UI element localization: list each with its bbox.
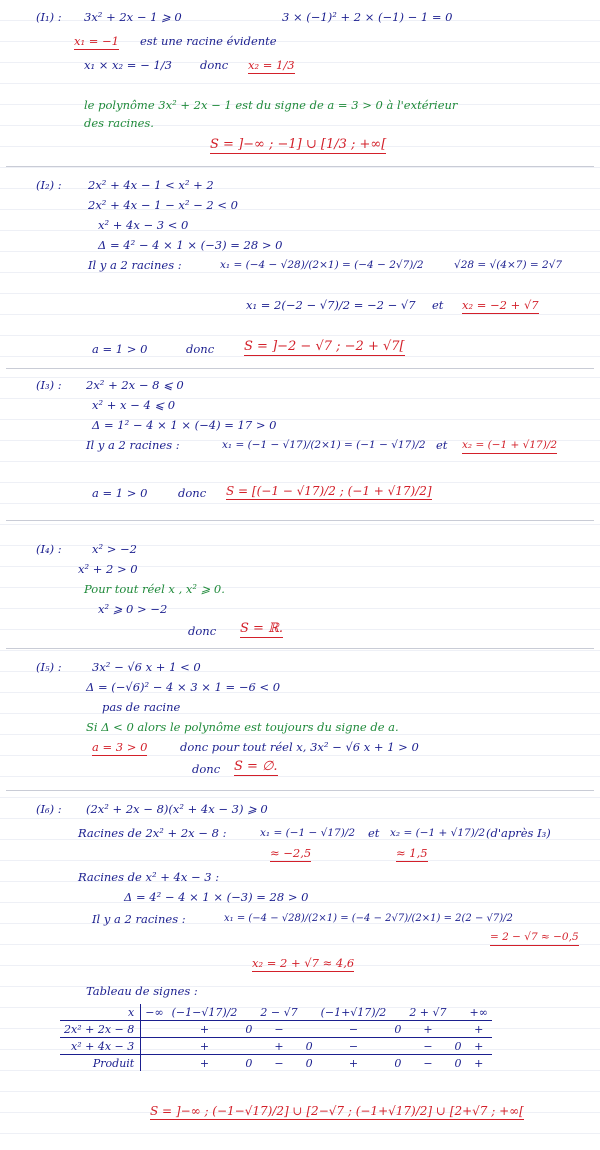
i6-label: (I₆) :	[36, 802, 62, 816]
i6-et: et	[368, 826, 380, 840]
i5-label: (I₅) :	[36, 660, 62, 674]
i3-root2: x₂ = (−1 + √17)/2	[462, 438, 557, 454]
i2-solution: S = ]−2 − √7 ; −2 + √7[	[244, 339, 405, 354]
i6-line1: (2x² + 2x − 8)(x² + 4x − 3) ⩾ 0	[86, 802, 268, 816]
i6-root1: x₁ = (−4 − √28)/(2×1) = (−4 − 2√7)/(2×1) = 2(2 − √7)/2	[224, 913, 513, 924]
table-header-row	[60, 1004, 492, 1021]
i4-donc: donc	[188, 624, 217, 638]
i3-roots-intro: Il y a 2 racines :	[86, 438, 180, 452]
i3-label: (I₃) :	[36, 378, 62, 392]
table-cell: −	[274, 1056, 284, 1070]
table-header-cell: (−1+√17)/2	[317, 1004, 391, 1021]
i6-roots2-intro: Racines de x² + 4x − 3 :	[78, 870, 220, 884]
table-row	[60, 1021, 492, 1038]
i5-a-positive: a = 3 > 0	[92, 740, 148, 754]
i2-a-positive: a = 1 > 0	[92, 342, 148, 356]
table-header-cell: (−1−√17)/2	[168, 1004, 242, 1021]
table-cell: +	[199, 1056, 210, 1070]
i1-sentence2: des racines.	[84, 116, 154, 130]
table-cell	[451, 1021, 466, 1038]
table-row-label: x² + 4x − 3	[60, 1038, 141, 1055]
table-cell: +	[405, 1021, 450, 1038]
table-header-cell	[390, 1004, 405, 1021]
i3-root1: x₁ = (−1 − √17)/(2×1) = (−1 − √17)/2	[222, 439, 426, 451]
table-header-cell: 2 + √7	[405, 1004, 450, 1021]
table-header-cell: −∞	[141, 1004, 168, 1021]
i6-root2: x₂ = 2 + √7 ≈ 4,6	[252, 956, 355, 970]
i4-line3: Pour tout réel x , x² ⩾ 0.	[84, 582, 225, 596]
table-cell: +	[168, 1038, 242, 1055]
i3-delta: Δ = 1² − 4 × 1 × (−4) = 17 > 0	[92, 418, 277, 432]
i2-root2: x₂ = −2 + √7	[462, 298, 539, 312]
i1-root1-text: est une racine évidente	[140, 34, 277, 48]
i3-solution: S = [(−1 − √17)/2 ; (−1 + √17)/2]	[226, 484, 432, 498]
table-cell: 0	[302, 1038, 317, 1055]
i2-line2: 2x² + 4x − 1 − x² − 2 < 0	[88, 198, 238, 212]
i1-inequality: 3x² + 2x − 1 ⩾ 0	[84, 10, 182, 24]
i1-solution: S = ]−∞ ; −1] ∪ [1/3 ; +∞[	[210, 137, 387, 152]
table-header-cell: +∞	[466, 1004, 492, 1021]
i2-sqrt-note: √28 = √(4×7) = 2√7	[454, 259, 563, 271]
i5-solution: S = ∅.	[234, 759, 278, 774]
table-cell	[141, 1021, 168, 1038]
i4-label: (I₄) :	[36, 542, 62, 556]
i6-reference: (d'après I₃)	[486, 826, 551, 840]
i2-line1: 2x² + 4x − 1 < x² + 2	[88, 178, 214, 192]
i2-et: et	[432, 298, 444, 312]
i5-delta: Δ = (−√6)² − 4 × 3 × 1 = −6 < 0	[86, 680, 281, 694]
i6-approx2: ≈ 1,5	[396, 846, 428, 860]
i1-root2: x₂ = 1/3	[248, 58, 295, 72]
i1-label: (I₁) :	[36, 10, 62, 24]
table-cell: −	[256, 1021, 301, 1038]
table-cell: −	[317, 1021, 391, 1038]
table-row	[60, 1055, 492, 1072]
table-cell: +	[168, 1021, 242, 1038]
i3-line1: 2x² + 2x − 8 ⩽ 0	[86, 378, 184, 392]
i2-root1-simplified: x₁ = 2(−2 − √7)/2 = −2 − √7	[246, 298, 416, 312]
table-cell: 0	[305, 1056, 313, 1070]
separator	[6, 790, 594, 791]
i6-solution: S = ]−∞ ; (−1−√17)/2] ∪ [2−√7 ; (−1+√17)/2] ∪ [2+√7 ; +∞[	[150, 1104, 524, 1118]
i6-roots-intro: Il y a 2 racines :	[92, 912, 186, 926]
table-cell	[241, 1038, 256, 1055]
table-cell	[141, 1055, 168, 1072]
table-cell: +	[256, 1038, 301, 1055]
table-cell: −	[405, 1038, 450, 1055]
sign-table	[60, 1004, 492, 1071]
i5-rule: Si Δ < 0 alors le polynôme est toujours du signe de a.	[86, 720, 399, 734]
i1-product: x₁ × x₂ = − 1/3	[84, 58, 172, 72]
i1-donc: donc	[200, 58, 229, 72]
i4-line2: x² + 2 > 0	[78, 562, 138, 576]
table-cell: 0	[245, 1056, 253, 1070]
table-cell	[141, 1038, 168, 1055]
table-header-cell	[241, 1004, 256, 1021]
table-cell: 0	[394, 1056, 402, 1070]
i5-donc: donc	[192, 762, 221, 776]
table-row-label: Produit	[60, 1055, 141, 1072]
i1-sentence1: le polynôme 3x² + 2x − 1 est du signe de a = 3 > 0 à l'extérieur	[84, 98, 458, 112]
table-cell: +	[474, 1056, 484, 1070]
separator	[6, 648, 594, 649]
i6-roots1-intro: Racines de 2x² + 2x − 8 :	[78, 826, 227, 840]
separator	[6, 520, 594, 521]
table-cell: 0	[390, 1021, 405, 1038]
table-cell: +	[466, 1038, 492, 1055]
table-cell: 0	[451, 1038, 466, 1055]
table-cell	[302, 1021, 317, 1038]
i2-roots-intro: Il y a 2 racines :	[88, 258, 182, 272]
table-header-cell	[302, 1004, 317, 1021]
i2-line3: x² + 4x − 3 < 0	[98, 218, 189, 232]
table-cell: −	[423, 1056, 433, 1070]
i6-approx1: ≈ −2,5	[270, 846, 312, 860]
i3-line2: x² + x − 4 ⩽ 0	[92, 398, 176, 412]
i2-label: (I₂) :	[36, 178, 62, 192]
table-row-label: 2x² + 2x − 8	[60, 1021, 141, 1038]
table-cell: 0	[241, 1021, 256, 1038]
separator	[6, 166, 594, 167]
i5-no-root: pas de racine	[102, 700, 181, 714]
i4-solution: S = ℝ.	[240, 621, 283, 636]
table-cell: +	[466, 1021, 492, 1038]
table-row	[60, 1038, 492, 1055]
i6-table-title: Tableau de signes :	[86, 984, 198, 998]
i4-line1: x² > −2	[92, 542, 137, 556]
i2-root1: x₁ = (−4 − √28)/(2×1) = (−4 − 2√7)/2	[220, 259, 424, 271]
i6-delta: Δ = 4² − 4 × 1 × (−3) = 28 > 0	[124, 890, 309, 904]
table-cell: +	[348, 1056, 359, 1070]
table-cell: 0	[454, 1056, 462, 1070]
table-header-cell: 2 − √7	[256, 1004, 301, 1021]
i5-line1: 3x² − √6 x + 1 < 0	[92, 660, 201, 674]
i3-a-positive: a = 1 > 0	[92, 486, 148, 500]
i4-line4: x² ⩾ 0 > −2	[98, 602, 168, 616]
i5-conclusion: donc pour tout réel x, 3x² − √6 x + 1 > 0	[180, 740, 419, 754]
i3-et: et	[436, 438, 448, 452]
i6-roots1b: x₂ = (−1 + √17)/2	[390, 827, 486, 839]
i2-delta: Δ = 4² − 4 × 1 × (−3) = 28 > 0	[98, 238, 283, 252]
separator	[6, 368, 594, 369]
i6-root1-simplified: = 2 − √7 ≈ −0,5	[490, 930, 579, 946]
table-cell: −	[317, 1038, 391, 1055]
table-header-cell	[451, 1004, 466, 1021]
table-cell	[390, 1038, 405, 1055]
i1-check: 3 × (−1)² + 2 × (−1) − 1 = 0	[282, 10, 453, 24]
i6-roots1: x₁ = (−1 − √17)/2	[260, 827, 356, 839]
i1-root1: x₁ = −1	[74, 34, 119, 48]
table-header-cell: x	[60, 1004, 141, 1021]
i2-donc: donc	[186, 342, 215, 356]
i3-donc: donc	[178, 486, 207, 500]
